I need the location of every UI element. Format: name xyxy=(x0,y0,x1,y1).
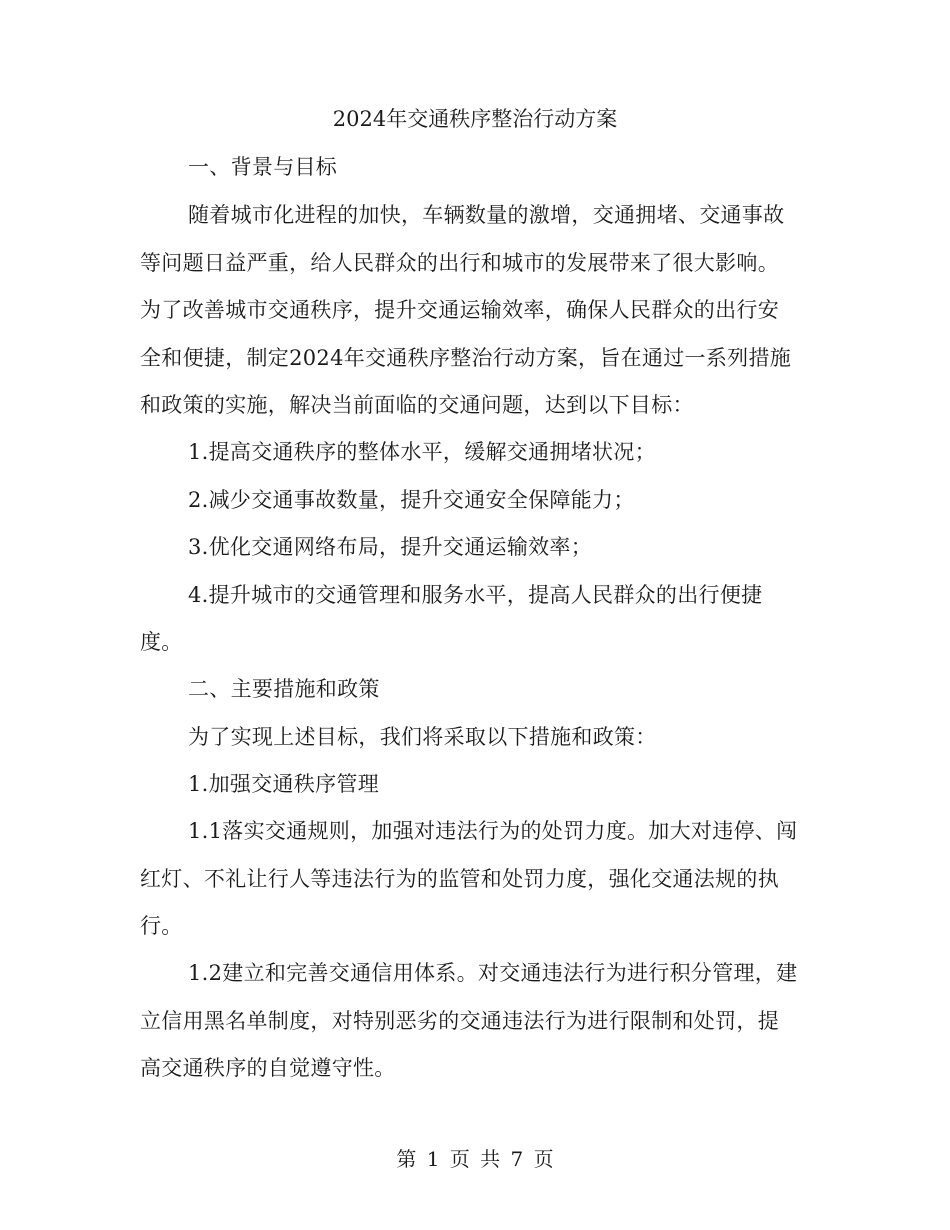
goal-item: 4.提升城市的交通管理和服务水平，提高人民群众的出行便捷 xyxy=(188,582,763,607)
intro-paragraph xyxy=(140,192,812,430)
paragraph-line: 立信用黑名单制度，对特别恶劣的交通违法行为进行限制和处罚，提 xyxy=(140,1008,779,1033)
paragraph-line: 1.2建立和完善交通信用体系。对交通违法行为进行积分管理，建 xyxy=(188,961,798,985)
paragraph-line: 为了改善城市交通秩序，提升交通运输效率，确保人民群众的出行安 xyxy=(140,298,779,322)
paragraph-line: 随着城市化进程的加快，车辆数量的激增，交通拥堵、交通事故 xyxy=(188,203,785,227)
paragraph-line: 和政策的实施，解决当前面临的交通问题，达到以下目标： xyxy=(140,393,694,417)
subsection-heading: 1.加强交通秩序管理 xyxy=(188,772,380,796)
measure-1-2-paragraph xyxy=(140,950,812,1093)
goal-item-continuation: 度。 xyxy=(140,630,183,654)
goal-item: 3.优化交通网络布局，提升交通运输效率； xyxy=(188,535,593,559)
paragraph-line: 全和便捷，制定2024年交通秩序整治行动方案，旨在通过一系列措施 xyxy=(140,345,792,370)
page-number-footer: 第 1 页 共 7 页 xyxy=(396,1147,554,1171)
paragraph-line: 1.1落实交通规则，加强对违法行为的处罚力度。加大对违停、闯 xyxy=(188,819,798,843)
section-heading-measures xyxy=(140,666,812,809)
paragraph-line: 红灯、不礼让行人等违法行为的监管和处罚力度，强化交通法规的执 xyxy=(140,866,779,891)
measures-intro: 为了实现上述目标，我们将采取以下措施和政策： xyxy=(188,724,657,749)
goal-item: 2.减少交通事故数量，提升交通安全保障能力； xyxy=(188,487,635,512)
paragraph-line: 高交通秩序的自觉遵守性。 xyxy=(140,1056,396,1080)
goal-item: 1.提高交通秩序的整体水平，缓解交通拥堵状况； xyxy=(188,440,656,464)
goals-list xyxy=(140,429,812,667)
section-heading: 一、背景与目标 xyxy=(188,155,338,179)
measure-1-1-paragraph xyxy=(140,808,812,951)
section-heading-background xyxy=(140,144,812,192)
paragraph-line: 等问题日益严重，给人民群众的出行和城市的发展带来了很大影响。 xyxy=(140,250,779,275)
paragraph-line: 行。 xyxy=(140,914,183,938)
document-title: 2024年交通秩序整治行动方案 xyxy=(332,107,618,131)
section-heading: 二、主要措施和政策 xyxy=(188,677,380,701)
